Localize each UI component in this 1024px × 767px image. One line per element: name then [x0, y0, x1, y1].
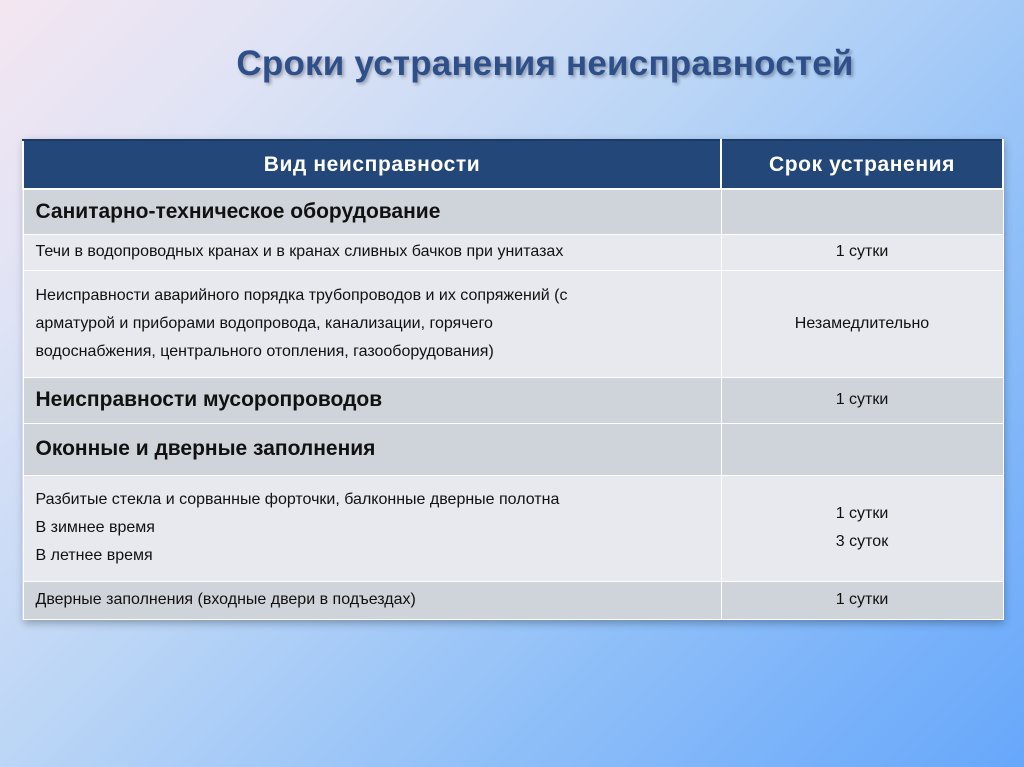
- term-line: 3 суток: [835, 533, 889, 550]
- table-row-broken-glass: [23, 475, 1003, 581]
- term-cell-sanitary: [721, 189, 1003, 234]
- item-label-emergency-pipes: [23, 270, 721, 377]
- table-row-tap-leaks: [23, 234, 1003, 270]
- section-label-windows-doors: Оконные и дверные заполнения: [23, 423, 721, 475]
- faults-table-container: [22, 139, 1002, 620]
- term-broken-glass: [721, 475, 1003, 581]
- item-label-entrance-doors: Дверные заполнения (входные двери в подъездах): [23, 581, 721, 619]
- header-fault-type: Вид неисправности: [23, 140, 721, 189]
- item-line: водоснабжения, центрального отопления, газооборудования): [35, 342, 494, 360]
- header-repair-term: Срок устранения: [721, 140, 1003, 189]
- table-row-emergency-pipes: [23, 270, 1003, 377]
- term-cell-windows-doors: [721, 423, 1003, 475]
- term-entrance-doors: 1 сутки: [721, 581, 1003, 619]
- item-label-tap-leaks: Течи в водопроводных кранах и в кранах сливных бачков при унитазах: [23, 234, 721, 270]
- table-row-entrance-doors: [23, 581, 1003, 619]
- table-row-sanitary-section: [23, 189, 1003, 234]
- table-row-windows-doors-section: [23, 423, 1003, 475]
- table-row-garbage-chutes: [23, 377, 1003, 423]
- slide-title: Сроки устранения неисправностей: [236, 44, 854, 83]
- term-garbage-chutes: 1 сутки: [721, 377, 1003, 423]
- term-line: 1 сутки: [835, 505, 889, 522]
- item-line: Неисправности аварийного порядка трубопроводов и их сопряжений (с: [35, 286, 568, 304]
- table-header-row: [23, 140, 1003, 189]
- term-tap-leaks: 1 сутки: [721, 234, 1003, 270]
- item-label-broken-glass: [23, 475, 721, 581]
- section-label-sanitary: Санитарно-техническое оборудование: [23, 189, 721, 234]
- item-line: В летнее время: [35, 547, 153, 564]
- section-label-garbage-chutes: Неисправности мусоропроводов: [23, 377, 721, 423]
- item-line: Разбитые стекла и сорванные форточки, балконные дверные полотна: [35, 491, 560, 508]
- item-line: арматурой и приборами водопровода, канализации, горячего: [35, 314, 493, 332]
- term-emergency-pipes: Незамедлительно: [721, 270, 1003, 377]
- item-line: В зимнее время: [35, 519, 155, 536]
- faults-table: [22, 139, 1004, 620]
